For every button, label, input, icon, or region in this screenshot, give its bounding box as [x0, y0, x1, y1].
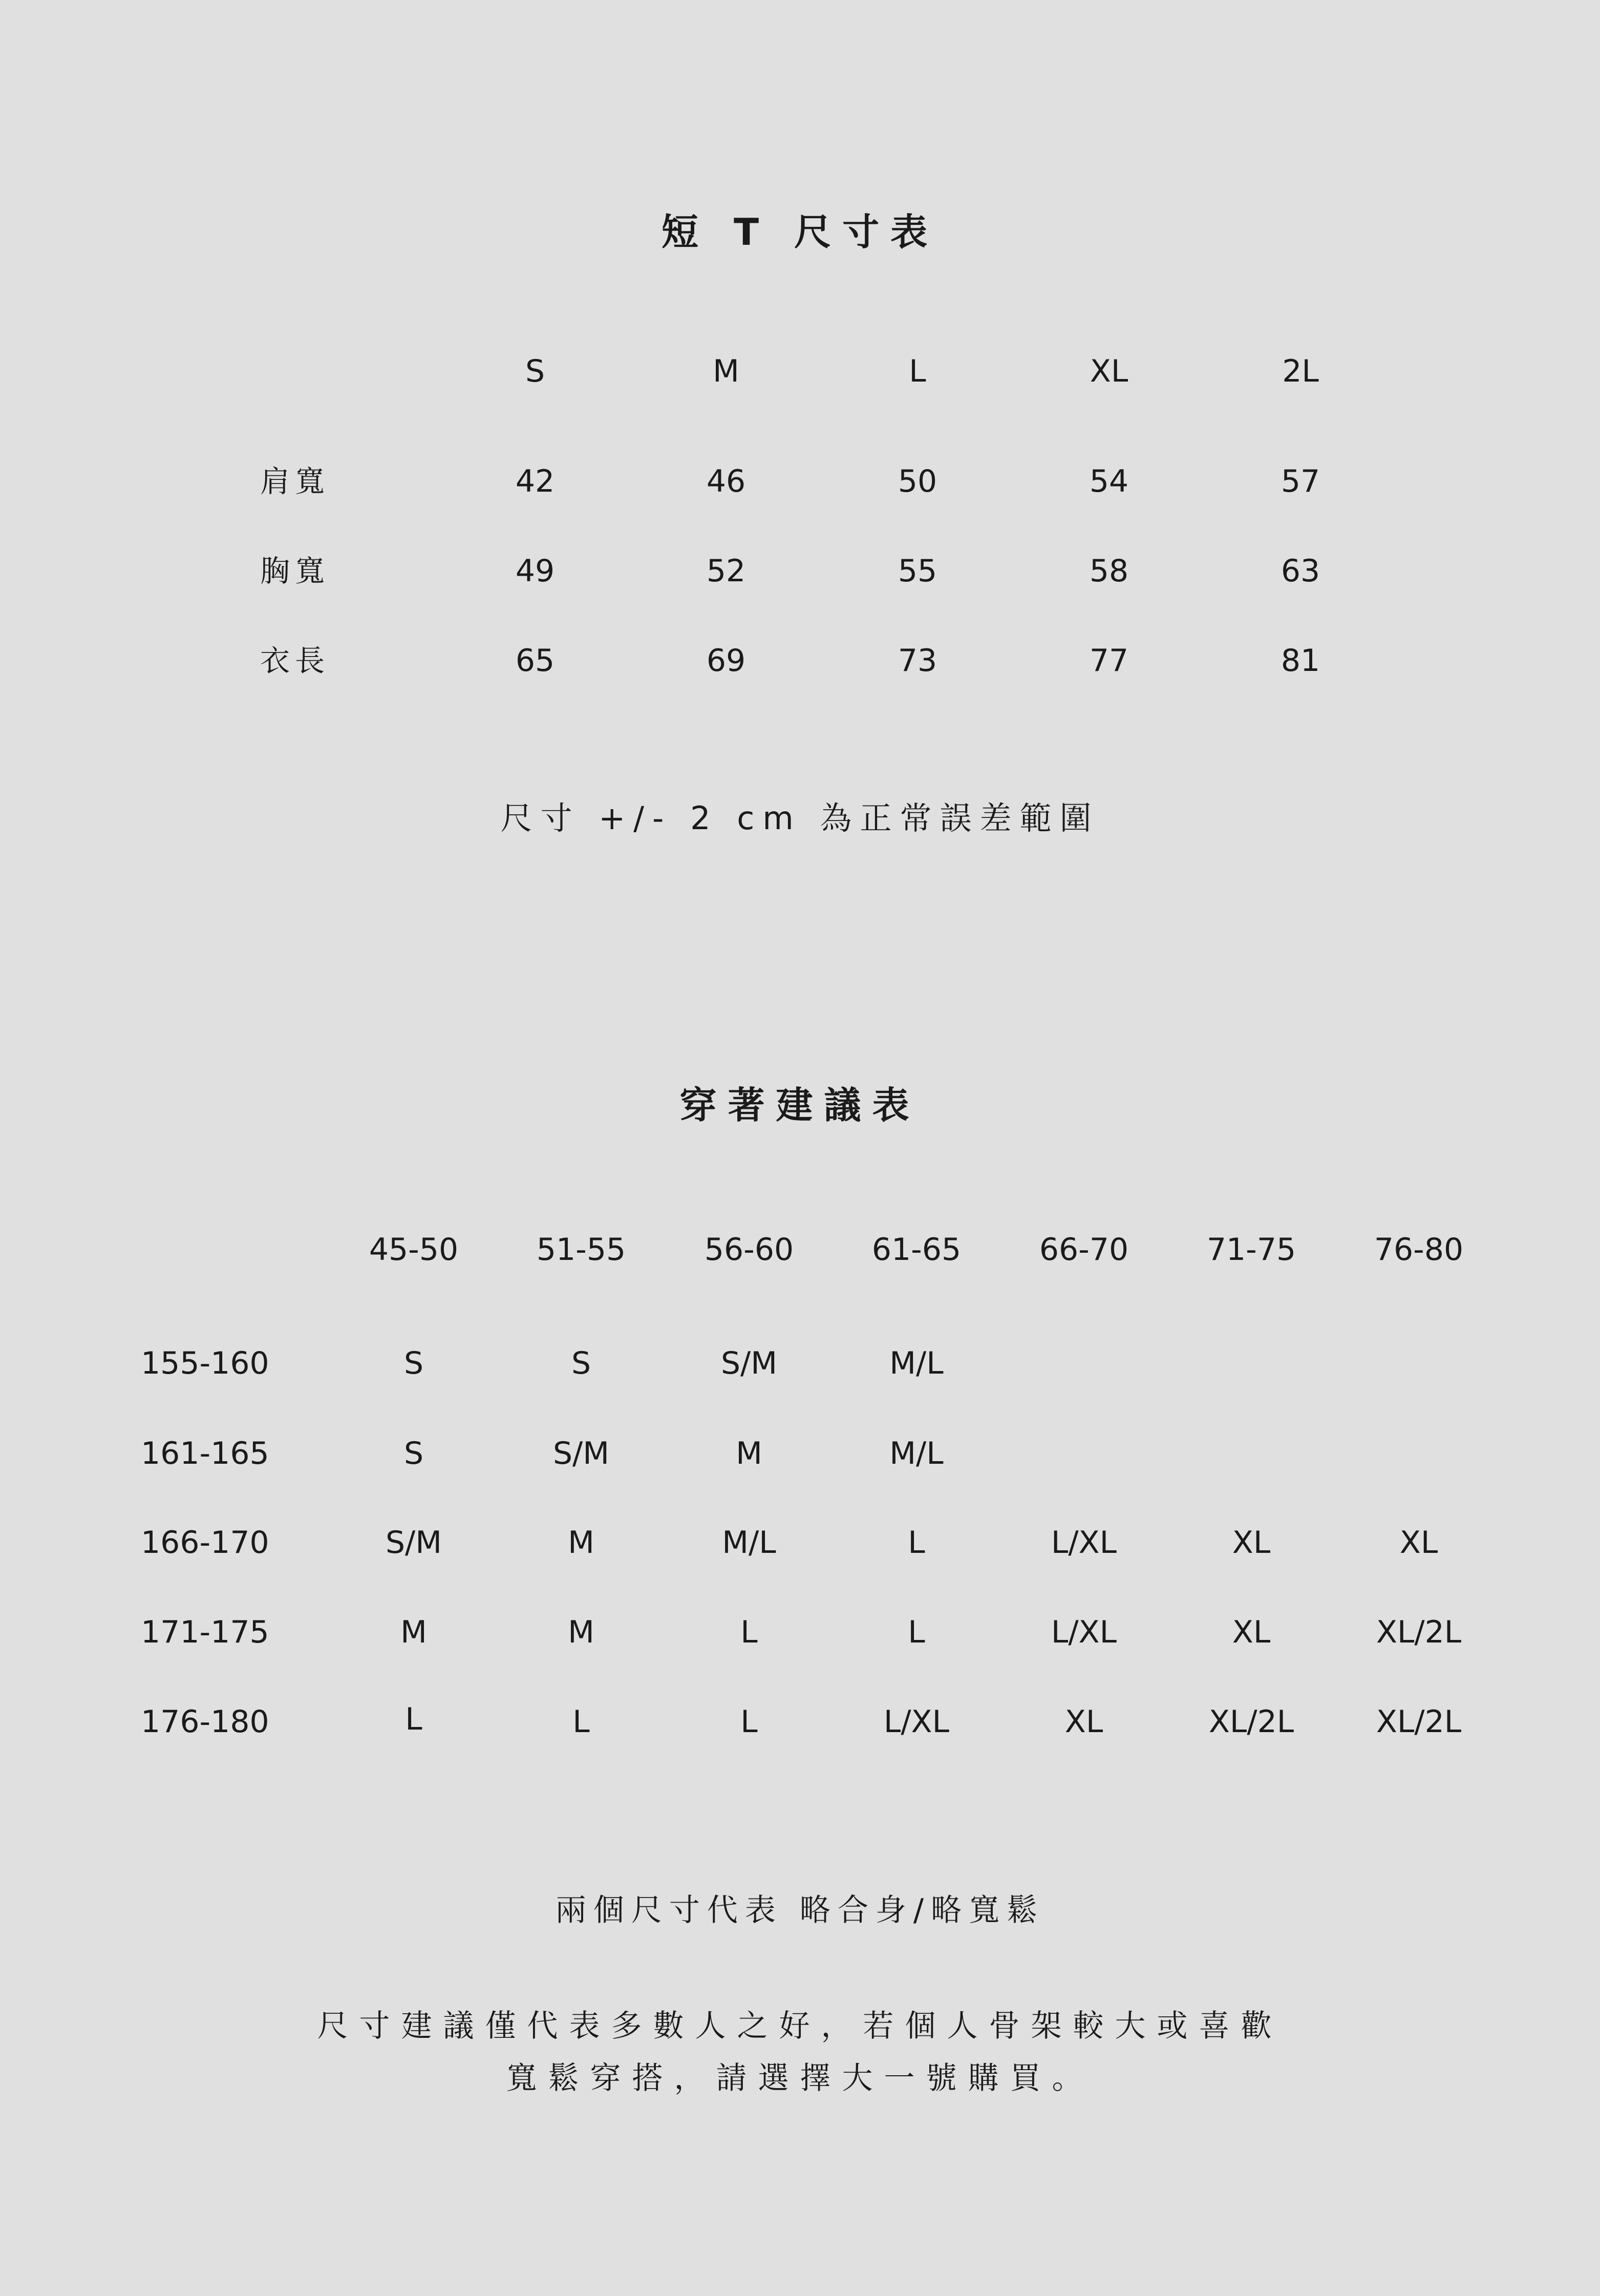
table-cell: S: [571, 1345, 591, 1381]
table-cell: 55: [898, 553, 937, 589]
advice-line-1: 尺寸建議僅代表多數人之好，若個人骨架較大或喜歡: [317, 2008, 1283, 2044]
table-cell: M: [736, 1436, 762, 1471]
table-cell: S/M: [720, 1345, 778, 1381]
table-cell: L: [740, 1614, 758, 1650]
table-cell: L: [740, 1704, 758, 1740]
table-cell: S: [403, 1345, 424, 1381]
size-column-header: S: [525, 353, 545, 389]
table-cell: M: [400, 1614, 427, 1650]
table-cell: S: [403, 1436, 424, 1471]
table-cell: L: [908, 1614, 925, 1650]
table-cell: 58: [1089, 553, 1129, 589]
size-column-header: L: [909, 353, 926, 389]
weight-column-header: 71-75: [1206, 1232, 1296, 1268]
table-cell: 63: [1281, 553, 1320, 589]
weight-column-header: 56-60: [704, 1232, 794, 1268]
weight-column-header: 66-70: [1039, 1232, 1129, 1268]
size-column-header: 2L: [1282, 353, 1319, 389]
weight-column-header: 45-50: [369, 1232, 459, 1268]
table-cell: 69: [706, 643, 746, 679]
table-cell: S/M: [552, 1436, 610, 1471]
table-cell: 50: [898, 464, 937, 499]
table-cell: 65: [515, 643, 555, 679]
table-cell: XL: [1232, 1614, 1271, 1650]
table-cell: 49: [515, 553, 555, 589]
table-cell: XL/2L: [1208, 1704, 1294, 1740]
table-cell: L: [572, 1704, 590, 1740]
table-cell: L/XL: [1051, 1614, 1117, 1650]
table-cell: M: [568, 1525, 594, 1561]
table-cell: 73: [898, 643, 937, 679]
table-cell: L: [908, 1525, 925, 1561]
height-row-label: 176-180: [141, 1704, 269, 1740]
table-cell: M/L: [722, 1525, 776, 1561]
table-cell: M/L: [889, 1345, 944, 1381]
table-cell: 77: [1089, 643, 1129, 679]
table-cell: 81: [1281, 643, 1320, 679]
table-cell: S/M: [385, 1525, 442, 1561]
row-label: 肩寬: [260, 464, 330, 499]
table-cell: L: [405, 1701, 422, 1737]
table-cell: XL: [1232, 1525, 1271, 1561]
two-size-note: 兩個尺寸代表 略合身/略寬鬆: [555, 1892, 1045, 1928]
table-cell: M: [568, 1614, 594, 1650]
table-cell: XL: [1064, 1704, 1103, 1740]
table-cell: L/XL: [1051, 1525, 1117, 1561]
table-cell: 54: [1089, 464, 1129, 499]
weight-column-header: 76-80: [1374, 1232, 1464, 1268]
weight-column-header: 61-65: [871, 1232, 962, 1268]
height-row-label: 171-175: [141, 1614, 269, 1650]
size-column-header: XL: [1090, 353, 1128, 389]
row-label: 胸寬: [260, 554, 330, 588]
size-chart-title: 短 T 尺寸表: [661, 210, 939, 254]
table-cell: 57: [1281, 464, 1320, 499]
size-tolerance-note: 尺寸 +/- 2 cm 為正常誤差範圍: [500, 799, 1100, 837]
row-label: 衣長: [260, 643, 330, 678]
size-column-header: M: [713, 353, 739, 389]
table-cell: 46: [706, 464, 746, 499]
table-cell: L/XL: [883, 1704, 950, 1740]
weight-column-header: 51-55: [536, 1232, 626, 1268]
table-cell: XL/2L: [1376, 1614, 1462, 1650]
advice-line-2: 寬鬆穿搭，請選擇大一號購買。: [506, 2060, 1094, 2096]
height-row-label: 166-170: [141, 1525, 269, 1561]
table-cell: 52: [706, 553, 746, 589]
height-row-label: 161-165: [141, 1436, 269, 1471]
height-row-label: 155-160: [141, 1345, 269, 1381]
table-cell: XL/2L: [1376, 1704, 1462, 1740]
table-cell: M/L: [889, 1436, 944, 1471]
table-cell: 42: [515, 464, 555, 499]
table-cell: XL: [1399, 1525, 1438, 1561]
fit-chart-title: 穿著建議表: [679, 1084, 921, 1127]
